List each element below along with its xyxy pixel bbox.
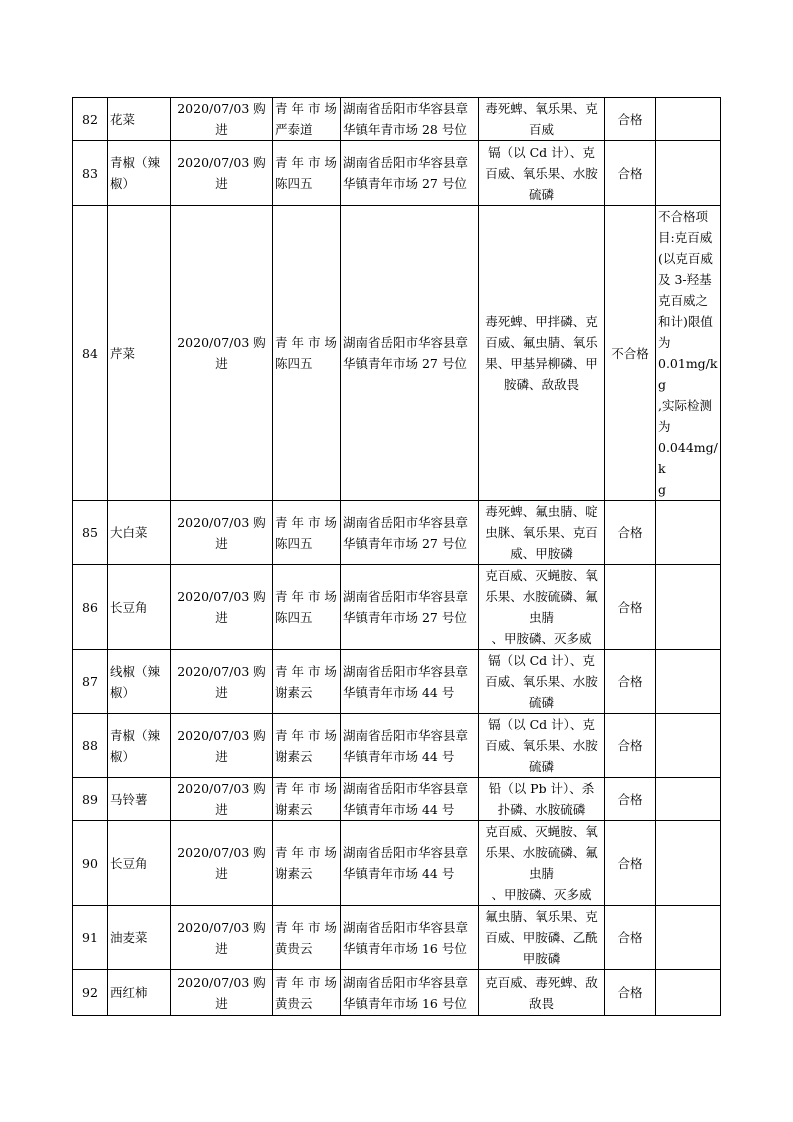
vendor-address: 湖南省岳阳市华容县章 华镇青年市场 27 号位 [341,141,479,206]
test-result: 合格 [605,778,656,821]
row-number: 82 [73,98,108,141]
product-name: 大白菜 [108,501,171,565]
row-number: 87 [73,650,108,714]
row-number: 85 [73,501,108,565]
purchase-date: 2020/07/03 购进 [171,778,273,821]
remark: 不合格项 目:克百威 (以克百威 及 3-羟基 克百威之 和计)限值 为 0.01mg/kg ,实际检测 为 0.044mg/k g [656,206,721,501]
purchase-date: 2020/07/03 购进 [171,206,273,501]
remark [656,906,721,970]
vendor-address: 湖南省岳阳市华容县章 华镇青年市场 16 号位 [341,970,479,1016]
purchase-date: 2020/07/03 购进 [171,501,273,565]
row-number: 91 [73,906,108,970]
purchase-date: 2020/07/03 购进 [171,650,273,714]
test-result: 合格 [605,821,656,906]
vendor-address: 湖南省岳阳市华容县章 华镇青年市场 27 号位 [341,501,479,565]
market-vendor: 青 年 市 场 谢素云 [273,778,341,821]
row-number: 84 [73,206,108,501]
test-items: 克百威、灭蝇胺、氧 乐果、水胺硫磷、氟 虫腈 、甲胺磷、灭多威 [479,821,605,906]
test-items: 毒死蜱、氧乐果、克 百威 [479,98,605,141]
table-row [73,906,721,970]
product-name: 青椒（辣 椒） [108,714,171,778]
test-result: 合格 [605,714,656,778]
remark [656,650,721,714]
table-row [73,206,721,501]
test-items: 铅（以 Pb 计）、杀 扑磷、水胺硫磷 [479,778,605,821]
test-items: 克百威、灭蝇胺、氧 乐果、水胺硫磷、氟 虫腈 、甲胺磷、灭多威 [479,565,605,650]
purchase-date: 2020/07/03 购进 [171,906,273,970]
table-row [73,821,721,906]
inspection-results-table [72,97,721,1016]
row-number: 86 [73,565,108,650]
row-number: 89 [73,778,108,821]
table-row [73,501,721,565]
table-row [73,778,721,821]
table-row [73,714,721,778]
test-result: 合格 [605,650,656,714]
test-result: 合格 [605,565,656,650]
remark [656,821,721,906]
vendor-address: 湖南省岳阳市华容县章 华镇青年市场 44 号 [341,778,479,821]
test-result: 合格 [605,501,656,565]
market-vendor: 青 年 市 场 谢素云 [273,650,341,714]
remark [656,141,721,206]
purchase-date: 2020/07/03 购进 [171,141,273,206]
purchase-date: 2020/07/03 购进 [171,98,273,141]
purchase-date: 2020/07/03 购进 [171,970,273,1016]
market-vendor: 青 年 市 场 谢素云 [273,714,341,778]
market-vendor: 青 年 市 场 黄贵云 [273,906,341,970]
market-vendor: 青 年 市 场 陈四五 [273,206,341,501]
product-name: 油麦菜 [108,906,171,970]
test-items: 毒死蜱、甲拌磷、克 百威、氟虫腈、氧乐 果、甲基异柳磷、甲 胺磷、敌敌畏 [479,206,605,501]
test-items: 克百威、毒死蜱、敌 敌畏 [479,970,605,1016]
vendor-address: 湖南省岳阳市华容县章 华镇青年市场 44 号 [341,821,479,906]
product-name: 线椒（辣 椒） [108,650,171,714]
table-row [73,970,721,1016]
vendor-address: 湖南省岳阳市华容县章 华镇青年市场 27 号位 [341,565,479,650]
market-vendor: 青 年 市 场 陈四五 [273,565,341,650]
remark [656,714,721,778]
row-number: 88 [73,714,108,778]
row-number: 92 [73,970,108,1016]
remark [656,778,721,821]
vendor-address: 湖南省岳阳市华容县章 华镇青年市场 27 号位 [341,206,479,501]
market-vendor: 青 年 市 场 谢素云 [273,821,341,906]
product-name: 西红柿 [108,970,171,1016]
test-result: 合格 [605,141,656,206]
test-result: 合格 [605,906,656,970]
vendor-address: 湖南省岳阳市华容县章 华镇年青市场 28 号位 [341,98,479,141]
test-items: 氟虫腈、氧乐果、克 百威、甲胺磷、乙酰 甲胺磷 [479,906,605,970]
table-row [73,98,721,141]
vendor-address: 湖南省岳阳市华容县章 华镇青年市场 44 号 [341,650,479,714]
test-result: 合格 [605,98,656,141]
market-vendor: 青 年 市 场 黄贵云 [273,970,341,1016]
market-vendor: 青 年 市 场 陈四五 [273,141,341,206]
product-name: 花菜 [108,98,171,141]
product-name: 芹菜 [108,206,171,501]
product-name: 长豆角 [108,821,171,906]
row-number: 83 [73,141,108,206]
purchase-date: 2020/07/03 购进 [171,821,273,906]
test-items: 毒死蜱、氟虫腈、啶 虫脒、氧乐果、克百 威、甲胺磷 [479,501,605,565]
vendor-address: 湖南省岳阳市华容县章 华镇青年市场 44 号 [341,714,479,778]
test-result: 合格 [605,970,656,1016]
table-row [73,141,721,206]
product-name: 青椒（辣 椒） [108,141,171,206]
product-name: 马铃薯 [108,778,171,821]
market-vendor: 青 年 市 场 严泰道 [273,98,341,141]
remark [656,501,721,565]
purchase-date: 2020/07/03 购进 [171,714,273,778]
remark [656,98,721,141]
test-items: 镉（以 Cd 计）、克 百威、氧乐果、水胺 硫磷 [479,141,605,206]
product-name: 长豆角 [108,565,171,650]
remark [656,565,721,650]
test-items: 镉（以 Cd 计）、克 百威、氧乐果、水胺 硫磷 [479,650,605,714]
market-vendor: 青 年 市 场 陈四五 [273,501,341,565]
purchase-date: 2020/07/03 购进 [171,565,273,650]
vendor-address: 湖南省岳阳市华容县章 华镇青年市场 16 号位 [341,906,479,970]
table-row [73,650,721,714]
table-row [73,565,721,650]
test-result: 不合格 [605,206,656,501]
remark [656,970,721,1016]
test-items: 镉（以 Cd 计）、克 百威、氧乐果、水胺 硫磷 [479,714,605,778]
row-number: 90 [73,821,108,906]
